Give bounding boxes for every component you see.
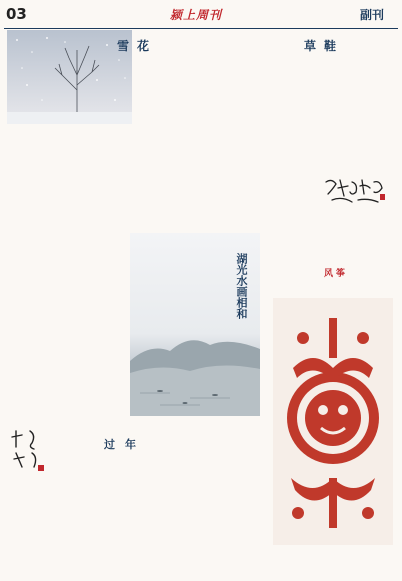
article-title-kite: 风筝 — [324, 269, 349, 279]
newspaper-logo: 颍上周刊 — [170, 8, 223, 22]
article-title-new-year: 过年 — [104, 438, 146, 451]
paper-cut-image — [273, 298, 393, 545]
article-title-snow: 雪花 — [117, 39, 158, 53]
snow-photo — [7, 30, 132, 124]
masthead — [0, 0, 402, 30]
poem-title: 湖光水画相和 — [235, 253, 248, 319]
poem-painting — [130, 233, 260, 416]
page-number: 03 — [6, 5, 27, 23]
masthead-rule — [4, 28, 398, 29]
article-title-straw-shoes: 草鞋 — [304, 39, 345, 53]
section-tag: 副刊 — [360, 8, 385, 22]
calligraphy-image — [322, 174, 388, 208]
seal-calligraphy — [8, 427, 48, 475]
